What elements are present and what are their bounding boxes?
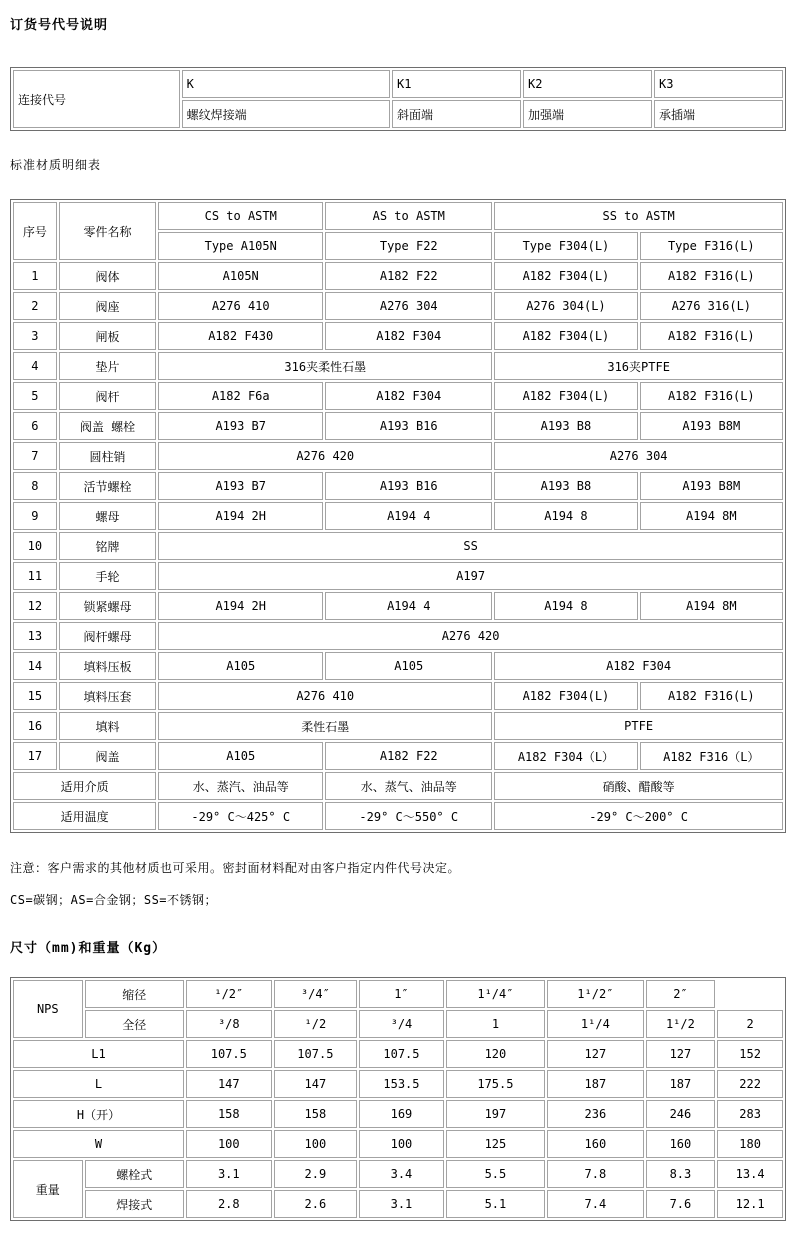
row-number-cell: 17 [13,742,57,770]
material-cell: A193 B8 [494,472,637,500]
row-number-cell: 13 [13,622,57,650]
material-cell: A182 F316(L) [640,262,783,290]
material-cell: A194 8 [494,502,637,530]
row-number-cell: 4 [13,352,57,380]
dimension-cell: 236 [547,1100,643,1128]
material-cell: A194 8M [640,592,783,620]
material-cell: A105 [158,742,323,770]
connection-desc-cell: 斜面端 [392,100,521,128]
dimension-cell: 107.5 [274,1040,358,1068]
material-cell: A182 F304(L) [494,262,637,290]
column-header-type: Type F316(L) [640,232,783,260]
material-cell: A194 8 [494,592,637,620]
material-cell: A105 [158,652,323,680]
table-row [13,442,783,470]
dimension-cell: 187 [547,1070,643,1098]
weight-cell: 13.4 [717,1160,783,1188]
dimension-cell: 180 [717,1130,783,1158]
material-cell: A182 F304 [325,382,492,410]
part-name-cell: 活节螺栓 [59,472,156,500]
materials-title: 标准材质明细表 [10,158,102,172]
temperature-row-label: 适用温度 [13,802,156,830]
table-row [13,472,783,500]
size-cell: 1″ [359,980,444,1008]
material-cell: A182 F22 [325,262,492,290]
material-cell: A182 F304 [325,322,492,350]
column-header-group: AS to ASTM [325,202,492,230]
connection-code-cell: K1 [392,70,521,98]
dimension-cell: 160 [646,1130,716,1158]
part-name-cell: 填料压套 [59,682,156,710]
table-row [13,262,783,290]
material-cell: A182 F304(L) [494,322,637,350]
dimension-cell: 158 [274,1100,358,1128]
part-name-cell: 阀盖 螺栓 [59,412,156,440]
connection-desc-cell: 承插端 [654,100,783,128]
table-row [13,1130,783,1158]
material-cell: A193 B16 [325,412,492,440]
material-cell: A193 B8 [494,412,637,440]
material-cell: A194 2H [158,592,323,620]
dimension-row-label: H（开） [13,1100,184,1128]
part-name-cell: 填料 [59,712,156,740]
dimension-cell: 175.5 [446,1070,545,1098]
dimension-cell: 100 [274,1130,358,1158]
table-row [13,592,783,620]
material-cell: A194 4 [325,592,492,620]
dimension-cell: 147 [274,1070,358,1098]
row-number-cell: 12 [13,592,57,620]
row-number-cell: 3 [13,322,57,350]
dimension-cell: 127 [646,1040,716,1068]
table-row [13,532,783,560]
table-row [13,1040,783,1068]
dimension-cell: 187 [646,1070,716,1098]
material-cell: A182 F304（L） [494,742,637,770]
order-code-title: 订货号代号说明 [10,18,109,33]
dimension-cell: 158 [186,1100,272,1128]
row-number-cell: 9 [13,502,57,530]
material-cell: A193 B7 [158,412,323,440]
dimension-cell: 283 [717,1100,783,1128]
material-cell: A194 2H [158,502,323,530]
weight-cell: 7.6 [646,1190,716,1218]
table-row [13,652,783,680]
column-header-type: Type F304(L) [494,232,637,260]
dimension-cell: 152 [717,1040,783,1068]
connection-desc-cell: 螺纹焊接端 [182,100,390,128]
material-cell: A193 B7 [158,472,323,500]
table-row [13,712,783,740]
table-row [13,1100,783,1128]
material-cell: A193 B16 [325,472,492,500]
material-cell: A276 316(L) [640,292,783,320]
material-cell: A276 410 [158,682,492,710]
material-cell: A182 F316(L) [640,322,783,350]
material-cell: A182 F316(L) [640,682,783,710]
size-cell [717,980,783,1008]
material-cell: A182 F304(L) [494,682,637,710]
table-row [13,1070,783,1098]
dimensions-title: 尺寸（mm)和重量（Kg） [10,941,167,956]
size-cell: ³/4″ [274,980,358,1008]
column-header-type: Type F22 [325,232,492,260]
dimension-cell: 246 [646,1100,716,1128]
full-bore-label: 全径 [85,1010,184,1038]
row-number-cell: 5 [13,382,57,410]
dimension-cell: 160 [547,1130,643,1158]
connection-code-cell: K [182,70,390,98]
table-row [13,682,783,710]
weight-cell: 3.1 [186,1160,272,1188]
table-row [13,1160,783,1188]
connection-desc-cell: 加强端 [523,100,652,128]
weight-cell: 7.4 [547,1190,643,1218]
part-name-cell: 填料压板 [59,652,156,680]
row-number-cell: 2 [13,292,57,320]
table-row [13,502,783,530]
weight-cell: 3.4 [359,1160,444,1188]
material-cell: A182 F6a [158,382,323,410]
material-cell: A182 F304(L) [494,382,637,410]
reduced-bore-label: 缩径 [85,980,184,1008]
dimension-cell: 120 [446,1040,545,1068]
row-number-cell: 7 [13,442,57,470]
part-name-cell: 手轮 [59,562,156,590]
size-cell: 2 [717,1010,783,1038]
size-cell: ³/4 [359,1010,444,1038]
table-row [13,352,783,380]
material-cell: A197 [158,562,783,590]
weight-cell: 2.9 [274,1160,358,1188]
dimension-cell: 100 [359,1130,444,1158]
part-name-cell: 阀杆 [59,382,156,410]
column-header-group: SS to ASTM [494,202,783,230]
note-materials: 注意：客户需求的其他材质也可采用。密封面材料配对由客户指定内件代号决定。 [10,861,461,875]
material-cell: 316夹PTFE [494,352,783,380]
page-content [0,14,789,1221]
size-cell: 1 [446,1010,545,1038]
row-number-cell: 11 [13,562,57,590]
part-name-cell: 阀座 [59,292,156,320]
row-number-cell: 14 [13,652,57,680]
temperature-cell: -29° C～425° C [158,802,323,830]
row-number-cell: 16 [13,712,57,740]
dimension-cell: 169 [359,1100,444,1128]
material-cell: A193 B8M [640,472,783,500]
material-cell: A276 410 [158,292,323,320]
part-name-cell: 阀杆螺母 [59,622,156,650]
material-cell: 柔性石墨 [158,712,492,740]
weight-cell: 7.8 [547,1160,643,1188]
part-name-cell: 闸板 [59,322,156,350]
medium-row-label: 适用介质 [13,772,156,800]
medium-cell: 水、蒸气、油品等 [325,772,492,800]
part-name-cell: 圆柱销 [59,442,156,470]
weight-cell: 3.1 [359,1190,444,1218]
size-cell: ³/8 [186,1010,272,1038]
material-cell: A182 F304 [494,652,783,680]
table-row [13,742,783,770]
material-cell: A276 304 [494,442,783,470]
column-header-group: CS to ASTM [158,202,323,230]
part-name-cell: 阀盖 [59,742,156,770]
material-cell: A182 F316（L） [640,742,783,770]
dimension-row-label: L [13,1070,184,1098]
material-cell: A194 8M [640,502,783,530]
material-cell: A276 304(L) [494,292,637,320]
part-name-cell: 阀体 [59,262,156,290]
dimension-row-label: W [13,1130,184,1158]
table-row [13,292,783,320]
dimension-cell: 147 [186,1070,272,1098]
connection-row-label: 连接代号 [13,70,180,128]
size-cell: 1¹/2″ [547,980,643,1008]
dimension-row-label: L1 [13,1040,184,1068]
table-row [13,1190,783,1218]
part-name-cell: 锁紧螺母 [59,592,156,620]
material-cell: A276 420 [158,442,492,470]
weight-cell: 2.8 [186,1190,272,1218]
connection-code-cell: K3 [654,70,783,98]
material-cell: 316夹柔性石墨 [158,352,492,380]
part-name-cell: 铭牌 [59,532,156,560]
weight-cell: 5.5 [446,1160,545,1188]
table-row [13,1010,783,1038]
weight-type-label: 螺栓式 [85,1160,184,1188]
column-header-type: Type A105N [158,232,323,260]
table-row [13,980,783,1008]
material-cell: A276 420 [158,622,783,650]
dimension-cell: 107.5 [359,1040,444,1068]
weight-cell: 8.3 [646,1160,716,1188]
table-row [13,802,783,830]
temperature-cell: -29° C～200° C [494,802,783,830]
table-row [13,412,783,440]
table-row [13,772,783,800]
medium-cell: 水、蒸汽、油品等 [158,772,323,800]
dimension-cell: 125 [446,1130,545,1158]
row-number-cell: 8 [13,472,57,500]
connection-code-table [10,67,786,131]
dimension-cell: 222 [717,1070,783,1098]
temperature-cell: -29° C～550° C [325,802,492,830]
note-abbreviations: CS=碳钢；AS=合金钢；SS=不锈钢； [10,893,218,907]
weight-cell: 5.1 [446,1190,545,1218]
size-cell: 1¹/2 [646,1010,716,1038]
size-cell: ¹/2″ [186,980,272,1008]
dimension-cell: 107.5 [186,1040,272,1068]
table-row [13,562,783,590]
part-name-cell: 螺母 [59,502,156,530]
material-cell: A194 4 [325,502,492,530]
row-number-cell: 15 [13,682,57,710]
column-header-part: 零件名称 [59,202,156,260]
material-cell: A105N [158,262,323,290]
dimension-cell: 100 [186,1130,272,1158]
dimension-cell: 127 [547,1040,643,1068]
row-number-cell: 10 [13,532,57,560]
column-header-no: 序号 [13,202,57,260]
material-cell: A276 304 [325,292,492,320]
table-row [13,322,783,350]
material-cell: A182 F430 [158,322,323,350]
medium-cell: 硝酸、醋酸等 [494,772,783,800]
dimension-cell: 197 [446,1100,545,1128]
connection-code-cell: K2 [523,70,652,98]
dimension-cell: 153.5 [359,1070,444,1098]
material-cell: A182 F22 [325,742,492,770]
table-row [13,202,783,230]
material-cell: A105 [325,652,492,680]
weight-type-label: 焊接式 [85,1190,184,1218]
material-cell: A182 F316(L) [640,382,783,410]
material-cell: A193 B8M [640,412,783,440]
size-cell: 1¹/4″ [446,980,545,1008]
table-row [13,70,783,98]
nps-header: NPS [13,980,83,1038]
table-row [13,382,783,410]
row-number-cell: 6 [13,412,57,440]
table-row [13,622,783,650]
weight-cell: 12.1 [717,1190,783,1218]
weight-cell: 2.6 [274,1190,358,1218]
weight-row-label: 重量 [13,1160,83,1218]
part-name-cell: 垫片 [59,352,156,380]
size-cell: ¹/2 [274,1010,358,1038]
material-cell: SS [158,532,783,560]
size-cell: 2″ [646,980,716,1008]
size-cell: 1¹/4 [547,1010,643,1038]
row-number-cell: 1 [13,262,57,290]
material-cell: PTFE [494,712,783,740]
dimension-weight-table [10,977,786,1221]
material-table [10,199,786,833]
